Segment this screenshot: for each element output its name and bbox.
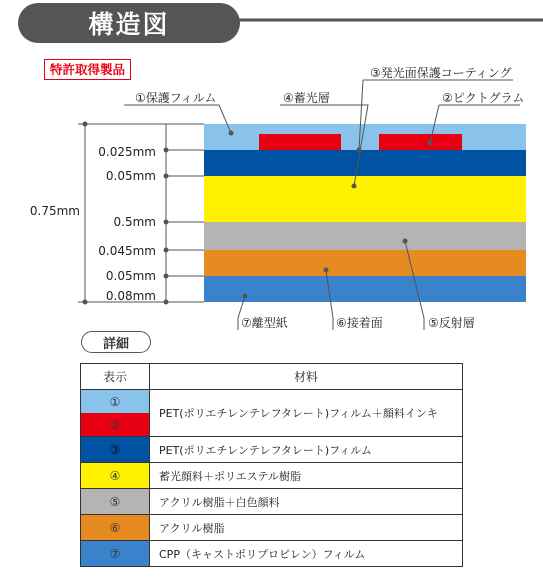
table-cell-material: CPP（キャストポリプロピレン）フィルム — [150, 541, 463, 567]
label-reflective: ⑤反射層 — [428, 316, 475, 330]
table-row — [81, 390, 463, 414]
table-row — [81, 463, 463, 489]
table-cell-material: PET(ポリエチレンテレフタレート)フィルム — [150, 437, 463, 463]
label-release-paper: ⑦離型紙 — [241, 316, 288, 330]
layer-protective-film — [204, 124, 526, 150]
layer-luminous — [204, 176, 526, 222]
label-adhesive: ⑥接着面 — [336, 316, 383, 330]
layer-reflective — [204, 222, 526, 250]
layer-adhesive — [204, 250, 526, 276]
table-row — [81, 515, 463, 541]
label-protective-film: ①保護フィルム — [135, 91, 217, 105]
table-cell-material: 蓄光顔料＋ポリエステル樹脂 — [150, 463, 463, 489]
table-cell-material: アクリル樹脂 — [150, 515, 463, 541]
table-row — [81, 541, 463, 567]
table-cell-num: ⑦ — [81, 541, 150, 567]
table-cell-num: ⑤ — [81, 489, 150, 515]
layer-coating — [204, 150, 526, 176]
dimension-row-1: 0.025mm — [98, 145, 156, 159]
table-cell-num: ④ — [81, 463, 150, 489]
dimension-row-4: 0.045mm — [98, 244, 156, 258]
table-cell-material: アクリル樹脂＋白色顔料 — [150, 489, 463, 515]
table-cell-num: ② — [81, 413, 150, 437]
table-header-display: 表示 — [81, 364, 150, 390]
table-row — [81, 489, 463, 515]
table-cell-num: ⑥ — [81, 515, 150, 541]
table-header-material: 材料 — [150, 364, 463, 390]
patent-badge: 特許取得製品 — [44, 59, 131, 80]
pictogram-block-right — [379, 134, 462, 150]
table-cell-num: ③ — [81, 437, 150, 463]
table-row — [81, 437, 463, 463]
dimension-row-5: 0.05mm — [105, 269, 156, 283]
label-pictogram: ②ピクトグラム — [442, 91, 525, 105]
dimension-row-2: 0.05mm — [105, 169, 156, 183]
dimension-row-3: 0.5mm — [113, 215, 156, 229]
table-cell-material: PET(ポリエチレンテレフタレート)フィルム＋顔料インキ — [150, 390, 463, 437]
dimension-total: 0.75mm — [29, 204, 80, 218]
pictogram-block-left — [259, 134, 341, 150]
page-title: 構造図 — [88, 10, 170, 39]
table-header-row — [81, 364, 463, 390]
label-luminous: ④蓄光層 — [283, 91, 330, 105]
layer-release-paper — [204, 276, 526, 302]
spec-table — [80, 363, 463, 567]
label-coating: ③発光面保護コーティング — [370, 66, 512, 80]
detail-heading: 詳細 — [81, 331, 151, 353]
table-cell-num: ① — [81, 390, 150, 414]
dimension-row-6: 0.08mm — [105, 289, 156, 303]
